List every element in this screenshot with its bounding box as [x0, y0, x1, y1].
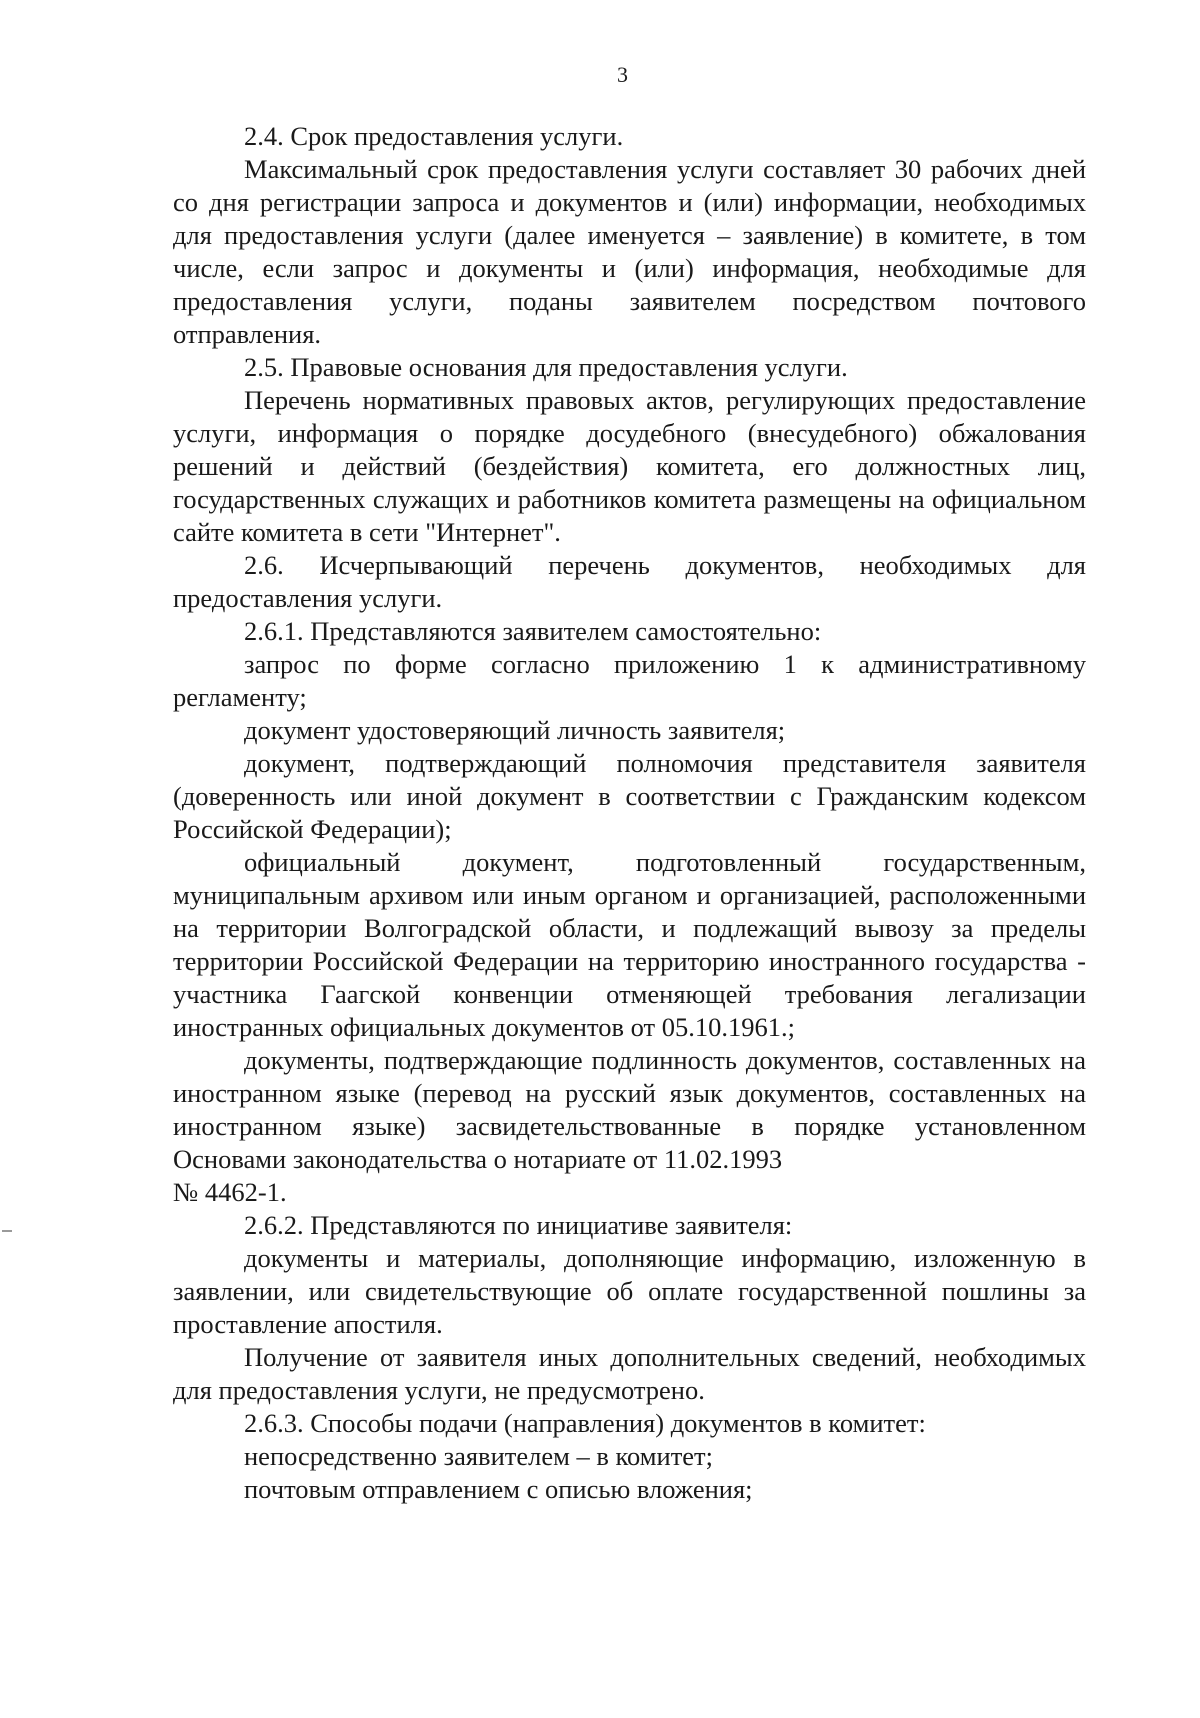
list-item-submit-in-person: непосредственно заявителем – в комитет;: [244, 1441, 714, 1471]
page-number: 3: [617, 62, 628, 87]
list-item-translation-documents: документы, подтверждающие подлинность документов, составленных на иностранном языке (перевод на русский язык документов, составленных на иностранном языке) засвидетельствованные в порядке установленном Основами законодательства о нотариате от 11.02.1993: [173, 1045, 1086, 1174]
list-item-submit-by-mail: почтовым отправлением с описью вложения;: [244, 1474, 753, 1504]
section-heading-2-6-1: 2.6.1. Представляются заявителем самостоятельно:: [244, 616, 822, 646]
paragraph-service-term: Максимальный срок предоставления услуги составляет 30 рабочих дней со дня регистрации запроса и документов и (или) информации, необходимых для предоставления услуги (далее именуется – заявление) в комитете, в том числе, если запрос и документы и (или) информация, необходимые для предоставления услуги, поданы заявителем посредством почтового отправления.: [173, 154, 1086, 349]
section-heading-2-6-3: 2.6.3. Способы подачи (направления) документов в комитет:: [244, 1408, 926, 1438]
section-heading-2-6-2: 2.6.2. Представляются по инициативе заявителя:: [244, 1210, 793, 1240]
list-item-request-form: запрос по форме согласно приложению 1 к административному регламенту;: [173, 649, 1086, 712]
section-heading-2-4: 2.4. Срок предоставления услуги.: [244, 121, 624, 151]
paragraph-legal-basis: Перечень нормативных правовых актов, регулирующих предоставление услуги, информация о порядке досудебного (внесудебного) обжалования решений и действий (бездействия) комитета, его должностных лиц, государственных служащих и работников комитета размещены на официальном сайте комитета в сети "Интернет".: [173, 385, 1086, 547]
section-heading-2-5: 2.5. Правовые основания для предоставления услуги.: [244, 352, 848, 382]
list-item-identity-document: документ удостоверяющий личность заявителя;: [244, 715, 786, 745]
law-number-line: № 4462-1.: [173, 1177, 287, 1207]
list-item-power-of-attorney: документ, подтверждающий полномочия представителя заявителя (доверенность или иной документ в соответствии с Гражданским кодексом Российской Федерации);: [173, 748, 1086, 844]
document-body: [173, 120, 1086, 1506]
margin-scan-mark: [2, 1230, 12, 1232]
list-item-additional-materials: документы и материалы, дополняющие информацию, изложенную в заявлении, или свидетельствующие об оплате государственной пошлины за проставление апостиля.: [173, 1243, 1086, 1339]
list-item-official-document: официальный документ, подготовленный государственным, муниципальным архивом или иным органом и организацией, расположенными на территории Волгоградской области, и подлежащий вывозу за пределы территории Российской Федерации на территорию иностранного государства - участника Гаагской конвенции отменяющей требования легализации иностранных официальных документов от 05.10.1961.;: [173, 847, 1086, 1042]
paragraph-no-extra-info: Получение от заявителя иных дополнительных сведений, необходимых для предоставления услуги, не предусмотрено.: [173, 1342, 1086, 1405]
section-heading-2-6: 2.6. Исчерпывающий перечень документов, необходимых для предоставления услуги.: [173, 550, 1086, 613]
